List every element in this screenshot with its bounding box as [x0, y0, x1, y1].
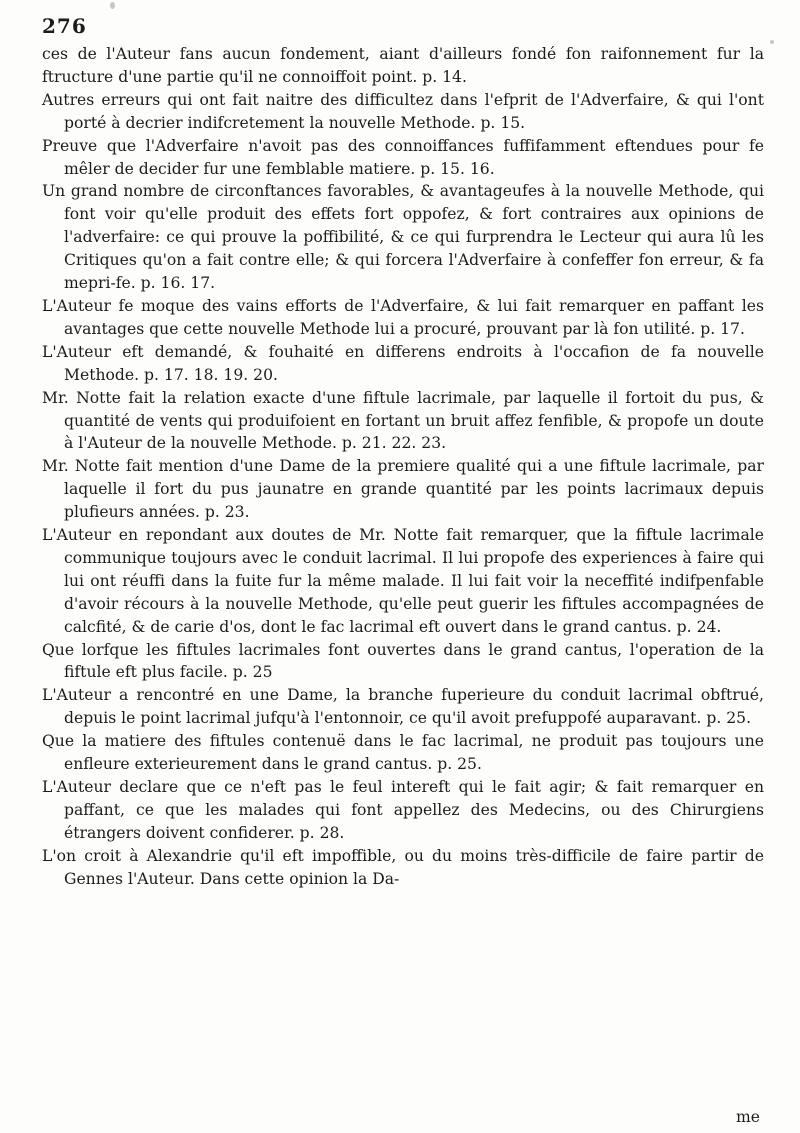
index-text-block — [42, 43, 764, 891]
ink-spot — [770, 40, 774, 44]
index-entry: Mr. Notte fait la relation exacte d'une fiftule lacrimale, par laquelle il fortoit du pus, & quantité de vents qui produifoient en fortant un bruit affez fenfible, & propofe un doute à l'Auteur de la nouvelle Methode. p. 21. 22. 23. — [42, 388, 764, 453]
index-entry: Que la matiere des fiftules contenuë dans le fac lacrimal, ne produit pas toujours une enfleure exterieurement dans le grand cantus. p. 25. — [42, 732, 764, 774]
catchword: me — [735, 1108, 760, 1126]
index-entry: L'on croit à Alexandrie qu'il eft impoffible, ou du moins très-difficile de faire partir de Gennes l'Auteur. Dans cette opinion la Da- — [42, 846, 764, 888]
index-entry: L'Auteur fe moque des vains efforts de l'Adverfaire, & lui fait remarquer en paffant les avantages que cette nouvelle Methode lui a procuré, prouvant par là fon utilité. p. 17. — [42, 296, 764, 338]
index-entry: Preuve que l'Adverfaire n'avoit pas des connoiffances fuffifamment eftendues pour fe mêler de decider fur une femblable matiere. p. 15. 16. — [42, 136, 764, 178]
index-entry-continuation: ces de l'Auteur fans aucun fondement, aiant d'ailleurs fondé fon raifonnement fur la ftructure d'une partie qu'il ne connoiffoit point. p. 14. — [42, 45, 764, 86]
index-entry: L'Auteur en repondant aux doutes de Mr. Notte fait remarquer, que la fiftule lacrimale communique toujours avec le conduit lacrimal. Il lui propofe des experiences à faire qui lui ont réuffi dans la fuite fur la même malade. Il lui fait voir la neceffité indifpenfable d'avoir récours à la nouvelle Methode, qu'elle peut guerir les fiftules accompagnées de calcfité, & de carie d'os, dont le fac lacrimal eft ouvert dans le grand cantus. p. 24. — [42, 526, 764, 636]
index-entry: Autres erreurs qui ont fait naitre des difficultez dans l'efprit de l'Adverfaire, & qui l'ont porté à decrier indifcretement la nouvelle Methode. p. 15. — [42, 90, 764, 132]
index-entry: L'Auteur a rencontré en une Dame, la branche fuperieure du conduit lacrimal obftrué, depuis le point lacrimal jufqu'à l'entonnoir, ce qu'il avoit prefuppofé auparavant. p. 25. — [42, 686, 764, 728]
index-entry: Mr. Notte fait mention d'une Dame de la premiere qualité qui a une fiftule lacrimale, par laquelle il fort du pus jaunatre en grande quantité par les points lacrimaux depuis plufieurs années. p. 23. — [42, 457, 764, 522]
ink-spot — [110, 2, 115, 9]
index-entry: L'Auteur eft demandé, & fouhaité en differens endroits à l'occafion de fa nouvelle Methode. p. 17. 18. 19. 20. — [42, 342, 764, 384]
index-entry: L'Auteur declare que ce n'eft pas le feul intereft qui le fait agir; & fait remarquer en paffant, ce que les malades qui font appellez des Medecins, ou des Chirurgiens étrangers doivent confiderer. p. 28. — [42, 778, 764, 842]
index-entry: Un grand nombre de circonftances favorables, & avantageufes à la nouvelle Methode, qui font voir qu'elle produit des effets fort oppofez, & fort contraires aux opinions de l'adverfaire: ce qui prouve la poffibilité, & ce qui furprendra le Lecteur qui aura lû les Critiques qu'on a fait contre elle; & qui forcera l'Adverfaire à confeffer fon erreur, & fa mepri-fe. p. 16. 17. — [42, 182, 764, 293]
page-number: 276 — [42, 14, 87, 38]
index-entry: Que lorfque les fiftules lacrimales font ouvertes dans le grand cantus, l'operation de la fiftule eft plus facile. p. 25 — [42, 640, 764, 682]
